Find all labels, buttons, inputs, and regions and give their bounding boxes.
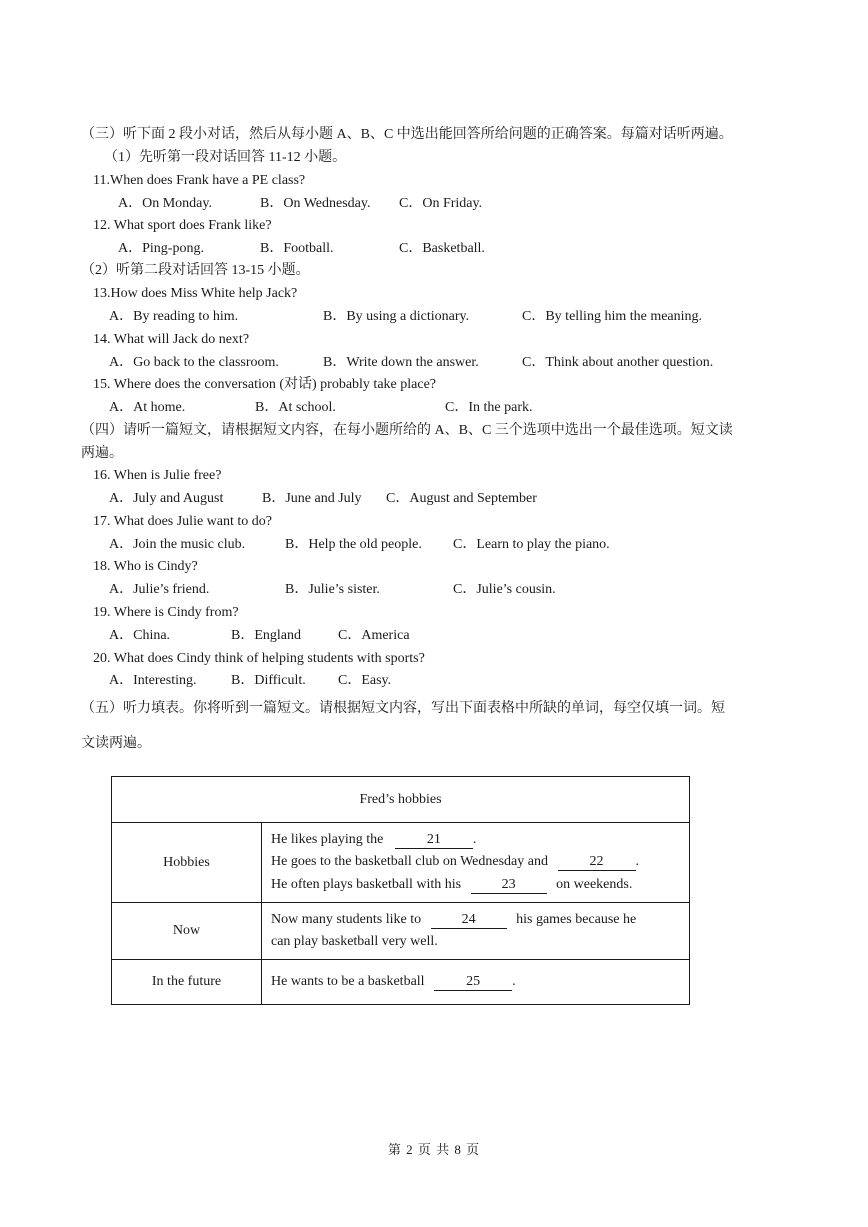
now-line-1: Now many students like to 24 his games because he — [271, 911, 637, 927]
table-row-hobbies — [112, 823, 690, 903]
question-13: 13.How does Miss White help Jack? — [93, 286, 298, 301]
q19-option-c: C．America — [338, 628, 410, 643]
q20-option-a: A．Interesting. — [109, 673, 197, 688]
table-row-future — [112, 960, 690, 1005]
now-line-2: can play basketball very well. — [271, 934, 438, 949]
blank-22[interactable]: 22 — [558, 854, 636, 871]
q12-option-b: B．Football. — [260, 241, 334, 256]
table-row-now — [112, 903, 690, 960]
hobbies-line-2: He goes to the basketball club on Wednesday and 22 . — [271, 854, 639, 870]
section5-heading-line1: （五）听力填表。你将听到一篇短文。请根据短文内容，写出下面表格中所缺的单词，每空仅填一词。短 — [81, 701, 725, 716]
q16-option-a: A．July and August — [109, 491, 224, 506]
q16-option-c: C．August and September — [386, 491, 537, 506]
q16-option-b: B．June and July — [262, 491, 362, 506]
q11-option-c: C．On Friday. — [399, 196, 483, 211]
q14-option-c: C．Think about another question. — [522, 355, 714, 370]
question-15: 15. Where does the conversation (对话) probably take place? — [93, 377, 436, 392]
q18-option-a: A．Julie’s friend. — [109, 582, 210, 597]
row-label-now: Now — [112, 903, 262, 960]
q17-option-a: A．Join the music club. — [109, 537, 246, 552]
future-line-1: He wants to be a basketball 25 . — [271, 973, 516, 989]
section3-heading: （三）听下面 2 段小对话，然后从每小题 A、B、C 中选出能回答所给问题的正确答案。每篇对话听两遍。 — [81, 127, 733, 142]
question-17: 17. What does Julie want to do? — [93, 514, 272, 529]
q13-option-b: B．By using a dictionary. — [323, 309, 470, 324]
page-footer: 第 2 页 共 8 页 — [387, 1142, 481, 1157]
blank-24[interactable]: 24 — [431, 912, 507, 929]
row-content-now — [262, 903, 690, 960]
q13-option-c: C．By telling him the meaning. — [522, 309, 703, 324]
question-19: 19. Where is Cindy from? — [93, 605, 239, 620]
section4-heading-line1: （四）请听一篇短文，请根据短文内容，在每小题所给的 A、B、C 三个选项中选出一个最佳选项。短文读 — [81, 423, 733, 438]
blank-23[interactable]: 23 — [471, 877, 547, 894]
q17-option-b: B．Help the old people. — [285, 537, 422, 552]
q19-option-a: A．China. — [109, 628, 171, 643]
hobbies-table — [111, 776, 690, 1005]
q20-option-c: C．Easy. — [338, 673, 392, 688]
blank-21[interactable]: 21 — [395, 832, 473, 849]
row-content-future — [262, 960, 690, 1005]
section3-sub2: （2）听第二段对话回答 13-15 小题。 — [81, 263, 310, 278]
q18-option-b: B．Julie’s sister. — [285, 582, 380, 597]
blank-25[interactable]: 25 — [434, 974, 512, 991]
table-caption: Fred’s hobbies — [112, 777, 690, 823]
question-18: 18. Who is Cindy? — [93, 559, 198, 574]
row-label-future: In the future — [112, 960, 262, 1005]
question-20: 20. What does Cindy think of helping students with sports? — [93, 651, 425, 666]
q19-option-b: B．England — [231, 628, 301, 643]
question-11: 11.When does Frank have a PE class? — [93, 173, 306, 188]
q12-option-a: A．Ping-pong. — [118, 241, 204, 256]
q12-option-c: C．Basketball. — [399, 241, 485, 256]
question-12: 12. What sport does Frank like? — [93, 218, 272, 233]
q18-option-c: C．Julie’s cousin. — [453, 582, 556, 597]
q11-option-b: B．On Wednesday. — [260, 196, 371, 211]
question-16: 16. When is Julie free? — [93, 468, 222, 483]
q13-option-a: A．By reading to him. — [109, 309, 239, 324]
q14-option-b: B．Write down the answer. — [323, 355, 479, 370]
section3-sub1: （1）先听第一段对话回答 11-12 小题。 — [104, 150, 347, 165]
section5-heading-line2: 文读两遍。 — [81, 736, 151, 751]
q15-option-c: C．In the park. — [445, 400, 533, 415]
hobbies-line-1: He likes playing the 21 . — [271, 831, 477, 847]
row-content-hobbies — [262, 823, 690, 903]
q14-option-a: A．Go back to the classroom. — [109, 355, 279, 370]
q15-option-b: B．At school. — [255, 400, 336, 415]
q17-option-c: C．Learn to play the piano. — [453, 537, 610, 552]
hobbies-line-3: He often plays basketball with his 23 on weekends. — [271, 876, 633, 892]
section4-heading-line2: 两遍。 — [81, 446, 123, 461]
q20-option-b: B．Difficult. — [231, 673, 306, 688]
q15-option-a: A．At home. — [109, 400, 186, 415]
q11-option-a: A．On Monday. — [118, 196, 212, 211]
question-14: 14. What will Jack do next? — [93, 332, 250, 347]
row-label-hobbies: Hobbies — [112, 823, 262, 903]
